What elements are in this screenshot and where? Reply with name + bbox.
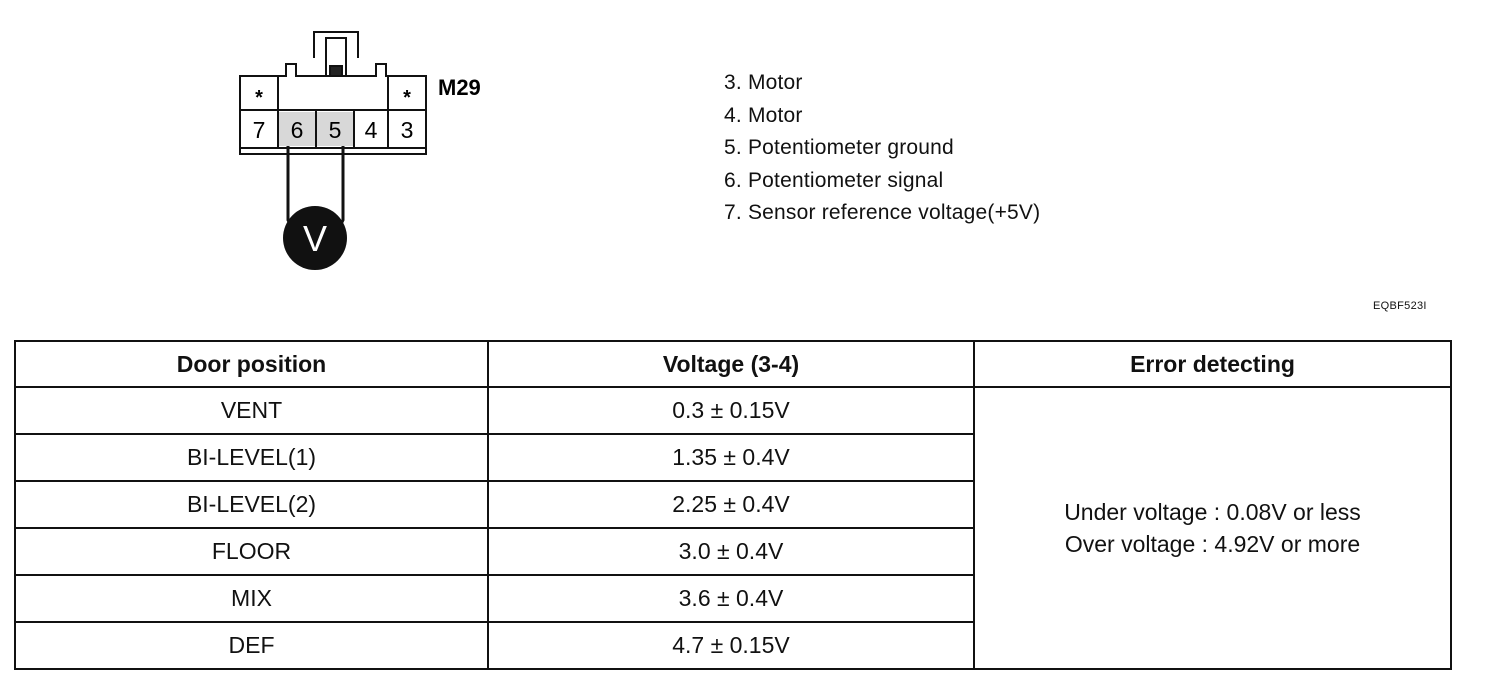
- voltage-cell: 3.6 ± 0.4V: [488, 575, 974, 622]
- pin-description: 4. Motor: [724, 103, 803, 127]
- pin-description-list: [724, 67, 1040, 230]
- connector-name: M29: [438, 75, 481, 100]
- column-header: Voltage (3-4): [488, 341, 974, 387]
- figure-code: EQBF523I: [1373, 300, 1427, 312]
- voltage-spec-table: [14, 340, 1452, 670]
- pin-label: 7: [252, 117, 266, 143]
- error-line: Over voltage : 4.92V or more: [1064, 531, 1361, 557]
- pin-label: 3: [400, 117, 414, 143]
- voltage-cell: 1.35 ± 0.4V: [488, 434, 974, 481]
- voltage-cell: 4.7 ± 0.15V: [488, 622, 974, 669]
- door-position-cell: FLOOR: [15, 528, 488, 575]
- table-row: [15, 387, 1451, 434]
- pin-label: 4: [364, 117, 378, 143]
- pin-label: 5: [328, 117, 342, 143]
- connector-diagram: [230, 20, 510, 280]
- pin-description: 3. Motor: [724, 71, 803, 94]
- voltage-cell: 2.25 ± 0.4V: [488, 481, 974, 528]
- unused-cavity-mark: *: [255, 87, 263, 109]
- voltmeter-icon: [283, 206, 347, 270]
- error-line: Under voltage : 0.08V or less: [1064, 499, 1361, 525]
- pin-description: 6. Potentiometer signal: [724, 168, 944, 192]
- error-detecting-cell: [974, 387, 1451, 669]
- svg-text:V: V: [302, 218, 328, 259]
- pin-description: 5. Potentiometer ground: [724, 136, 954, 159]
- column-header: Error detecting: [974, 341, 1451, 387]
- pin-row: [240, 110, 426, 148]
- unused-cavity-mark: *: [403, 87, 411, 109]
- voltage-cell: 0.3 ± 0.15V: [488, 387, 974, 434]
- pin-label: 6: [290, 117, 304, 143]
- pin-description: 7. Sensor reference voltage(+5V): [724, 201, 1041, 224]
- connector-lock-tab: [314, 32, 358, 76]
- door-position-cell: MIX: [15, 575, 488, 622]
- door-position-cell: DEF: [15, 622, 488, 669]
- door-position-cell: BI-LEVEL(1): [15, 434, 488, 481]
- column-header: Door position: [15, 341, 488, 387]
- door-position-cell: VENT: [15, 387, 488, 434]
- table-header-row: [15, 341, 1451, 387]
- door-position-cell: BI-LEVEL(2): [15, 481, 488, 528]
- connector-base: [240, 148, 426, 154]
- voltage-cell: 3.0 ± 0.4V: [488, 528, 974, 575]
